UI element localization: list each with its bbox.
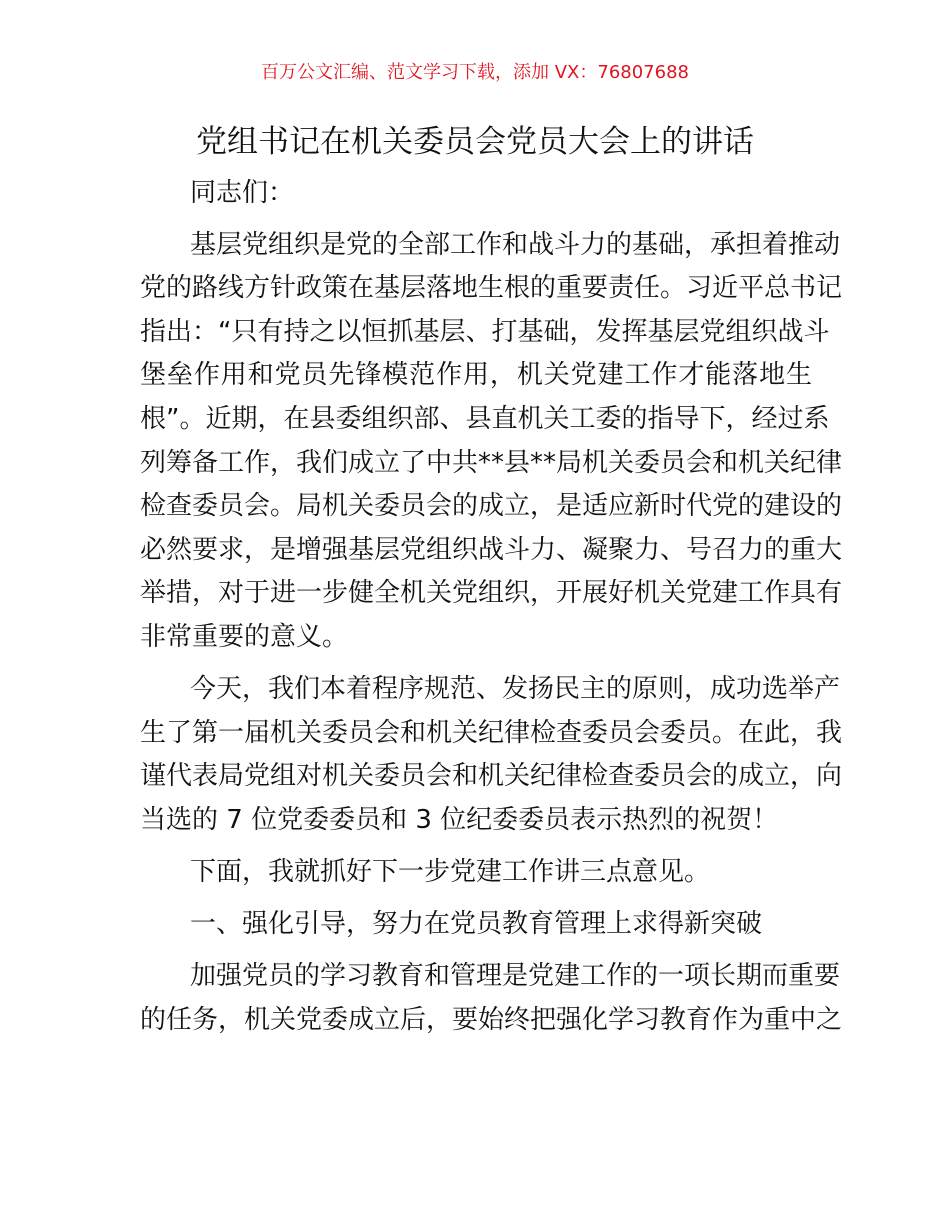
paragraph-line: 的任务，机关党委成立后，要始终把强化学习教育作为重中之 xyxy=(140,1004,843,1035)
paragraph-line: 下面，我就抓好下一步党建工作讲三点意见。 xyxy=(190,856,711,887)
paragraph-line: 必然要求，是增强基层党组织战斗力、凝聚力、号召力的重大 xyxy=(140,534,843,565)
paragraph-line: 检查委员会。局机关委员会的成立，是适应新时代党的建设的 xyxy=(140,491,843,522)
paragraph-line: 非常重要的意义。 xyxy=(140,621,349,652)
paragraph-line: 举措，对于进一步健全机关党组织，开展好机关党建工作具有 xyxy=(140,578,843,609)
paragraph-line: 今天，我们本着程序规范、发扬民主的原则，成功选举产 xyxy=(190,674,841,705)
paragraph-line: 加强党员的学习教育和管理是党建工作的一项长期而重要 xyxy=(190,961,841,992)
document-title: 党组书记在机关委员会党员大会上的讲话 xyxy=(196,124,754,160)
paragraph-line: 指出：“只有持之以恒抓基层、打基础，发挥基层党组织战斗 xyxy=(140,316,830,347)
paragraph-line: 一、强化引导，努力在党员教育管理上求得新突破 xyxy=(190,909,763,939)
paragraph-line: 党的路线方针政策在基层落地生根的重要责任。习近平总书记 xyxy=(140,273,843,304)
document-body xyxy=(140,172,843,1051)
paragraph-line: 根”。近期，在县委组织部、县直机关工委的指导下，经过系 xyxy=(140,403,830,434)
paragraph xyxy=(140,955,843,1042)
paragraph xyxy=(140,851,812,895)
paragraph xyxy=(140,224,843,660)
paragraph xyxy=(140,668,843,842)
paragraph-line: 谨代表局党组对机关委员会和机关纪律检查委员会的成立，向 xyxy=(140,761,843,792)
paragraph-line: 当选的 7 位党委委员和 3 位纪委委员表示热烈的祝贺！ xyxy=(140,804,779,835)
paragraph-line: 堡垒作用和党员先锋模范作用，机关党建工作才能落地生 xyxy=(140,360,812,391)
watermark-header: 百万公文汇编、范文学习下载，添加 VX：76807688 xyxy=(261,62,689,83)
greeting: 同志们： xyxy=(190,178,295,208)
paragraph xyxy=(140,903,812,947)
paragraph-line: 基层党组织是党的全部工作和战斗力的基础，承担着推动 xyxy=(190,229,841,260)
paragraph-line: 生了第一届机关委员会和机关纪律检查委员会委员。在此，我 xyxy=(140,717,843,748)
paragraph-line: 列筹备工作，我们成立了中共**县**局机关委员会和机关纪律 xyxy=(140,447,843,478)
